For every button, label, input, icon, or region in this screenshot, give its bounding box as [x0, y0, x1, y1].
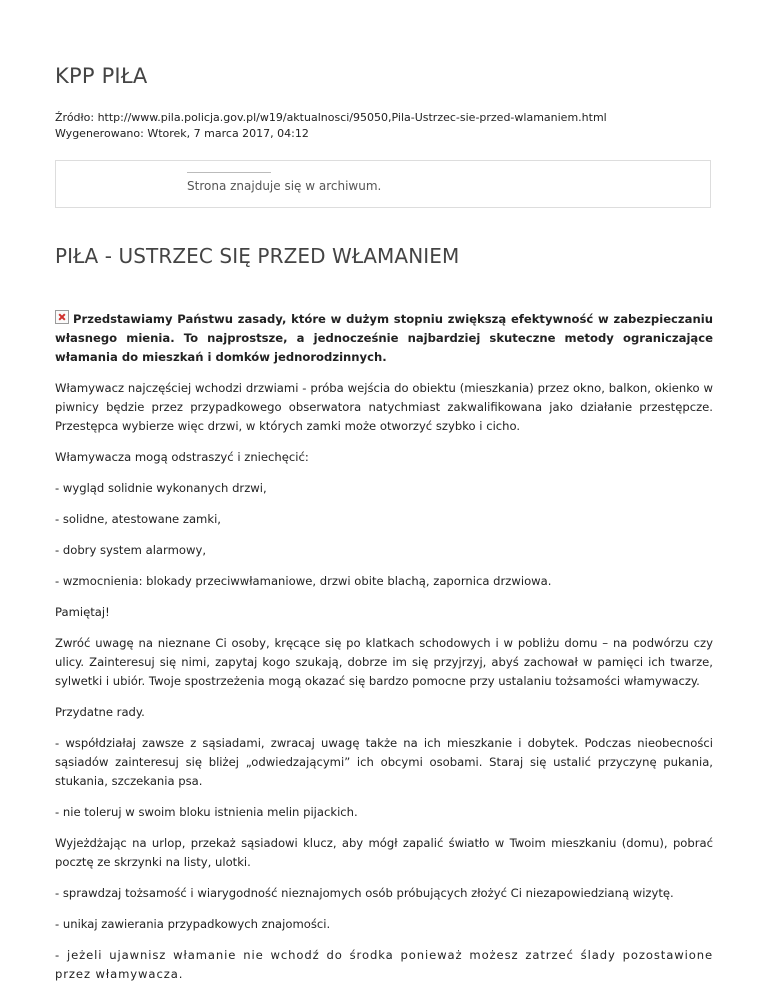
archive-divider — [187, 172, 271, 173]
archive-notice-box — [55, 160, 711, 208]
article-lead — [55, 310, 713, 367]
list-item: - solidne, atestowane zamki, — [55, 512, 221, 526]
article-lead-text: Przedstawiamy Państwu zasady, które w dużym stopniu zwiększą efektywność w zabezpieczaniu własnego mienia. To najprostsze, a jednocześnie najbardziej skuteczne metody ograniczające włamania do mieszkań i domków jednorodzinnych. — [55, 312, 713, 364]
paragraph: Przydatne rady. — [55, 705, 145, 719]
site-title: KPP PIŁA — [55, 64, 148, 88]
archive-notice: Strona znajduje się w archiwum. — [187, 179, 382, 193]
paragraph: Pamiętaj! — [55, 605, 110, 619]
paragraph: Włamywacz najczęściej wchodzi drzwiami - próba wejścia do obiektu (mieszkania) przez okno, balkon, okienko w piwnicy będzie przez przypadkowego obserwatora natychmiast zakwalifikowana jako działanie przestępcze. Przestępca wybierze więc drzwi, w których zamki może otworzyć szybko i cicho. — [55, 381, 713, 433]
list-item: - dobry system alarmowy, — [55, 543, 207, 557]
paragraph: Zwróć uwagę na nieznane Ci osoby, kręcące się po klatkach schodowych i w pobliżu domu – na podwórzu czy ulicy. Zainteresuj się nimi, zapytaj kogo szukają, dobrze im się przyjrzyj, abyś zachował w pamięci ich twarze, sylwetki i ubiór. Twoje spostrzeżenia mogą okazać się bardzo pomocne przy ustalaniu tożsamości włamywaczy. — [55, 636, 713, 688]
source-url: Źródło: http://www.pila.policja.gov.pl/w19/aktualnosci/95050,Pila-Ustrzec-sie-przed-wlamaniem.html — [55, 111, 607, 124]
list-item: - jeżeli ujawnisz włamanie nie wchodź do środka ponieważ możesz zatrzeć ślady pozostawione przez włamywacza. — [55, 948, 713, 981]
document-meta — [55, 110, 607, 142]
generated-date: Wygenerowano: Wtorek, 7 marca 2017, 04:12 — [55, 127, 309, 140]
list-item: - wygląd solidnie wykonanych drzwi, — [55, 481, 267, 495]
article-content — [55, 310, 713, 996]
list-item: - współdziałaj zawsze z sąsiadami, zwracaj uwagę także na ich mieszkanie i dobytek. Podczas nieobecności sąsiadów zainteresuj się bliżej „odwiedzającymi” ich obcymi osobami. Staraj się ustalić przyczynę pukania, stukania, szczekania psa. — [55, 736, 713, 788]
paragraph: Wyjeżdżając na urlop, przekaż sąsiadowi klucz, aby mógł zapalić światło w Twoim mieszkaniu (domu), pobrać pocztę ze skrzynki na listy, ulotki. — [55, 836, 713, 869]
list-item: - wzmocnienia: blokady przeciwwłamaniowe, drzwi obite blachą, zapornica drzwiowa. — [55, 574, 552, 588]
broken-image-icon — [55, 310, 69, 324]
article-title: PIŁA - USTRZEC SIĘ PRZED WŁAMANIEM — [55, 244, 460, 268]
paragraph: Włamywacza mogą odstraszyć i zniechęcić: — [55, 450, 309, 464]
list-item: - unikaj zawierania przypadkowych znajomości. — [55, 917, 331, 931]
list-item: - nie toleruj w swoim bloku istnienia melin pijackich. — [55, 805, 358, 819]
list-item: - sprawdzaj tożsamość i wiarygodność nieznajomych osób próbujących złożyć Ci niezapowiedzianą wizytę. — [55, 886, 674, 900]
